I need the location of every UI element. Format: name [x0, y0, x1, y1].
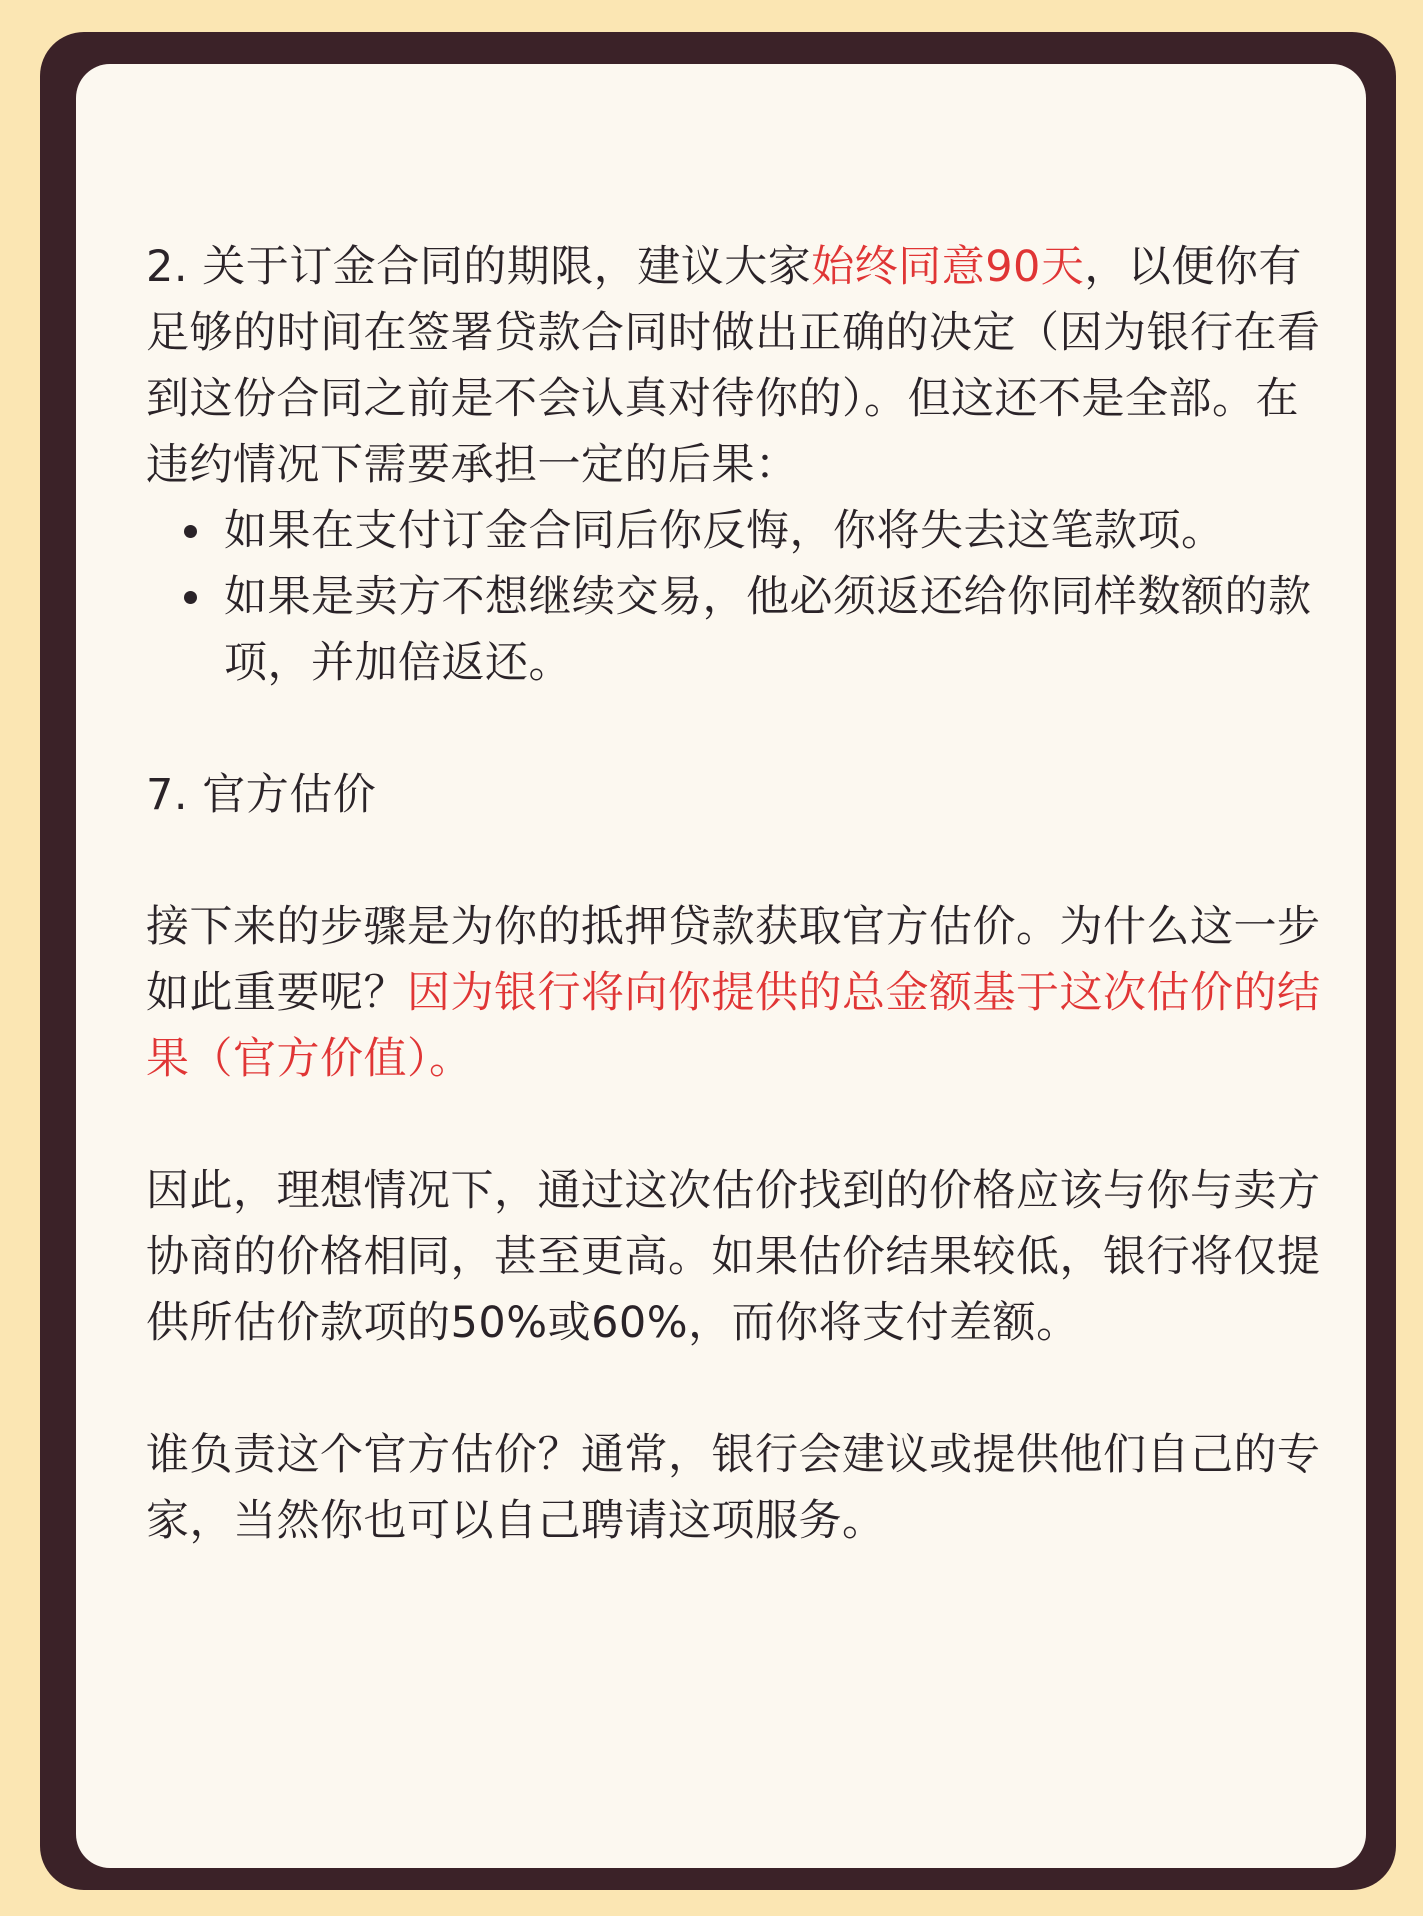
- list-item: [146, 564, 1326, 696]
- section-7-heading: 7. 官方估价: [146, 770, 377, 820]
- section-2-text-prefix: 2. 关于订金合同的期限，建议大家: [146, 242, 812, 292]
- consequence-list: [146, 498, 1326, 696]
- section-7-highlight: 因为银行将向你提供的总金额基于这次估价的结果（官方价值）。: [146, 968, 1321, 1084]
- section-7-para1-prefix: 接下来的步骤是为你的抵押贷款获取官方估价。为什么这一步如此重要呢？: [146, 902, 1321, 1018]
- article-body: [146, 234, 1326, 1554]
- list-item-text: 如果是卖方不想继续交易，他必须返还给你同样数额的款项，并加倍返还。: [224, 572, 1312, 688]
- bullet-icon: [184, 525, 197, 538]
- section-7-paragraph-3: 谁负责这个官方估价？通常，银行会建议或提供他们自己的专家，当然你也可以自己聘请这项服务。: [146, 1430, 1321, 1546]
- section-2-text-suffix: ，以便你有足够的时间在签署贷款合同时做出正确的决定（因为银行在看到这份合同之前是不会认真对待你的）。但这还不是全部。在违约情况下需要承担一定的后果：: [146, 242, 1321, 490]
- section-2-paragraph: [146, 234, 1326, 498]
- bullet-icon: [184, 591, 197, 604]
- section-2-highlight: 始终同意90天: [811, 242, 1085, 292]
- section-7-paragraph-2: 因此，理想情况下，通过这次估价找到的价格应该与你与卖方协商的价格相同，甚至更高。如果估价结果较低，银行将仅提供所估价款项的50%或60%，而你将支付差额。: [146, 1166, 1321, 1348]
- list-item-text: 如果在支付订金合同后你反悔，你将失去这笔款项。: [224, 506, 1225, 556]
- list-item: [146, 498, 1326, 564]
- content-card: [76, 64, 1366, 1868]
- section-7-paragraph-1: [146, 894, 1326, 1092]
